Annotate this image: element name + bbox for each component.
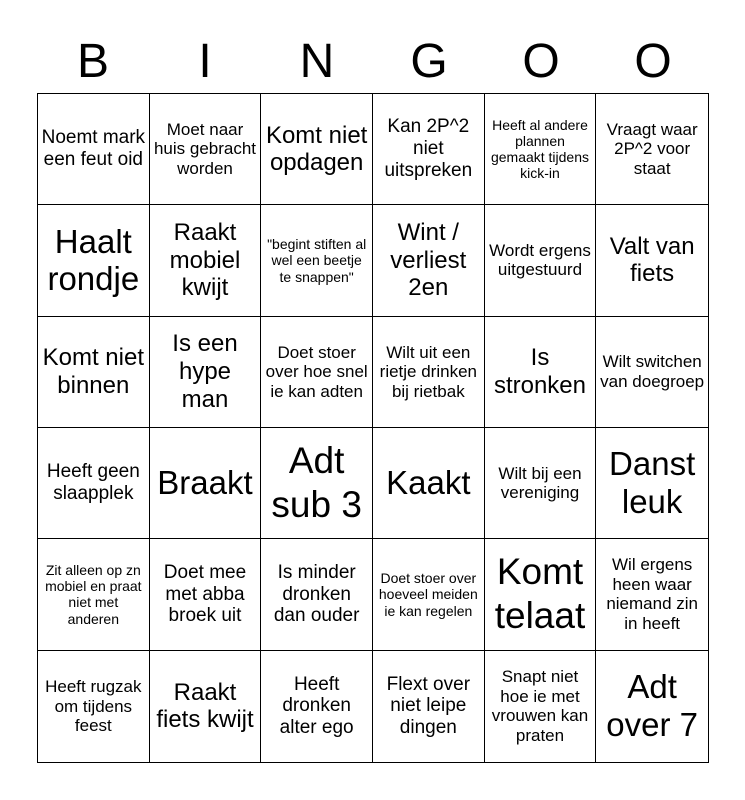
- bingo-cell[interactable]: Haalt rondje: [38, 205, 150, 316]
- bingo-cell[interactable]: Is minder dronken dan ouder: [261, 539, 373, 650]
- bingo-cell[interactable]: Doet stoer over hoe snel ie kan adten: [261, 317, 373, 428]
- bingo-cell[interactable]: Doet mee met abba broek uit: [150, 539, 262, 650]
- bingo-cell[interactable]: Wilt switchen van doegroep: [596, 317, 708, 428]
- bingo-cell[interactable]: Adt sub 3: [261, 428, 373, 539]
- bingo-cell[interactable]: Wilt uit een rietje drinken bij rietbak: [373, 317, 485, 428]
- bingo-cell[interactable]: Danst leuk: [596, 428, 708, 539]
- header-letter: G: [410, 35, 448, 88]
- bingo-cell[interactable]: Moet naar huis gebracht worden: [150, 94, 262, 205]
- bingo-cell[interactable]: Wint / verliest 2en: [373, 205, 485, 316]
- bingo-cell[interactable]: "begint stiften al wel een beetje te snappen": [261, 205, 373, 316]
- bingo-cell[interactable]: Komt niet binnen: [38, 317, 150, 428]
- bingo-cell[interactable]: Is een hype man: [150, 317, 262, 428]
- bingo-cell[interactable]: Komt niet opdagen: [261, 94, 373, 205]
- bingo-cell[interactable]: Braakt: [150, 428, 262, 539]
- bingo-cell[interactable]: Is stronken: [485, 317, 597, 428]
- bingo-cell[interactable]: Raakt mobiel kwijt: [150, 205, 262, 316]
- bingo-cell[interactable]: Valt van fiets: [596, 205, 708, 316]
- bingo-cell[interactable]: Wil ergens heen waar niemand zin in heeft: [596, 539, 708, 650]
- bingo-cell[interactable]: Doet stoer over hoeveel meiden ie kan regelen: [373, 539, 485, 650]
- bingo-cell[interactable]: Wordt ergens uitgestuurd: [485, 205, 597, 316]
- bingo-cell[interactable]: Kaakt: [373, 428, 485, 539]
- bingo-cell[interactable]: Komt telaat: [485, 539, 597, 650]
- header-letter: I: [198, 35, 212, 88]
- bingo-cell[interactable]: Adt over 7: [606, 668, 699, 744]
- bingo-cell[interactable]: Raakt fiets kwijt: [150, 651, 262, 762]
- header-letter: O: [634, 35, 672, 88]
- bingo-header: [37, 30, 709, 94]
- bingo-cell[interactable]: Heeft rugzak om tijdens feest: [38, 651, 150, 762]
- header-letter: O: [522, 35, 560, 88]
- bingo-cell[interactable]: Heeft geen slaapplek: [38, 428, 150, 539]
- bingo-cell[interactable]: Heeft dronken alter ego: [261, 651, 373, 762]
- header-letter: N: [299, 35, 335, 88]
- bingo-cell[interactable]: Vraagt waar 2P^2 voor staat: [596, 94, 708, 205]
- bingo-cell[interactable]: Heeft al andere plannen gemaakt tijdens kick-in: [485, 94, 597, 205]
- bingo-cell[interactable]: Noemt mark een feut oid: [38, 94, 150, 205]
- header-letter: B: [76, 35, 109, 88]
- bingo-cell[interactable]: Zit alleen op zn mobiel en praat niet met anderen: [38, 539, 150, 650]
- bingo-cell[interactable]: Wilt bij een vereniging: [485, 428, 597, 539]
- bingo-cell[interactable]: Snapt niet hoe ie met vrouwen kan praten: [485, 651, 597, 762]
- bingo-cell[interactable]: Kan 2P^2 niet uitspreken: [373, 94, 485, 205]
- bingo-cell[interactable]: Flext over niet leipe dingen: [373, 651, 485, 762]
- bingo-grid: [37, 93, 709, 763]
